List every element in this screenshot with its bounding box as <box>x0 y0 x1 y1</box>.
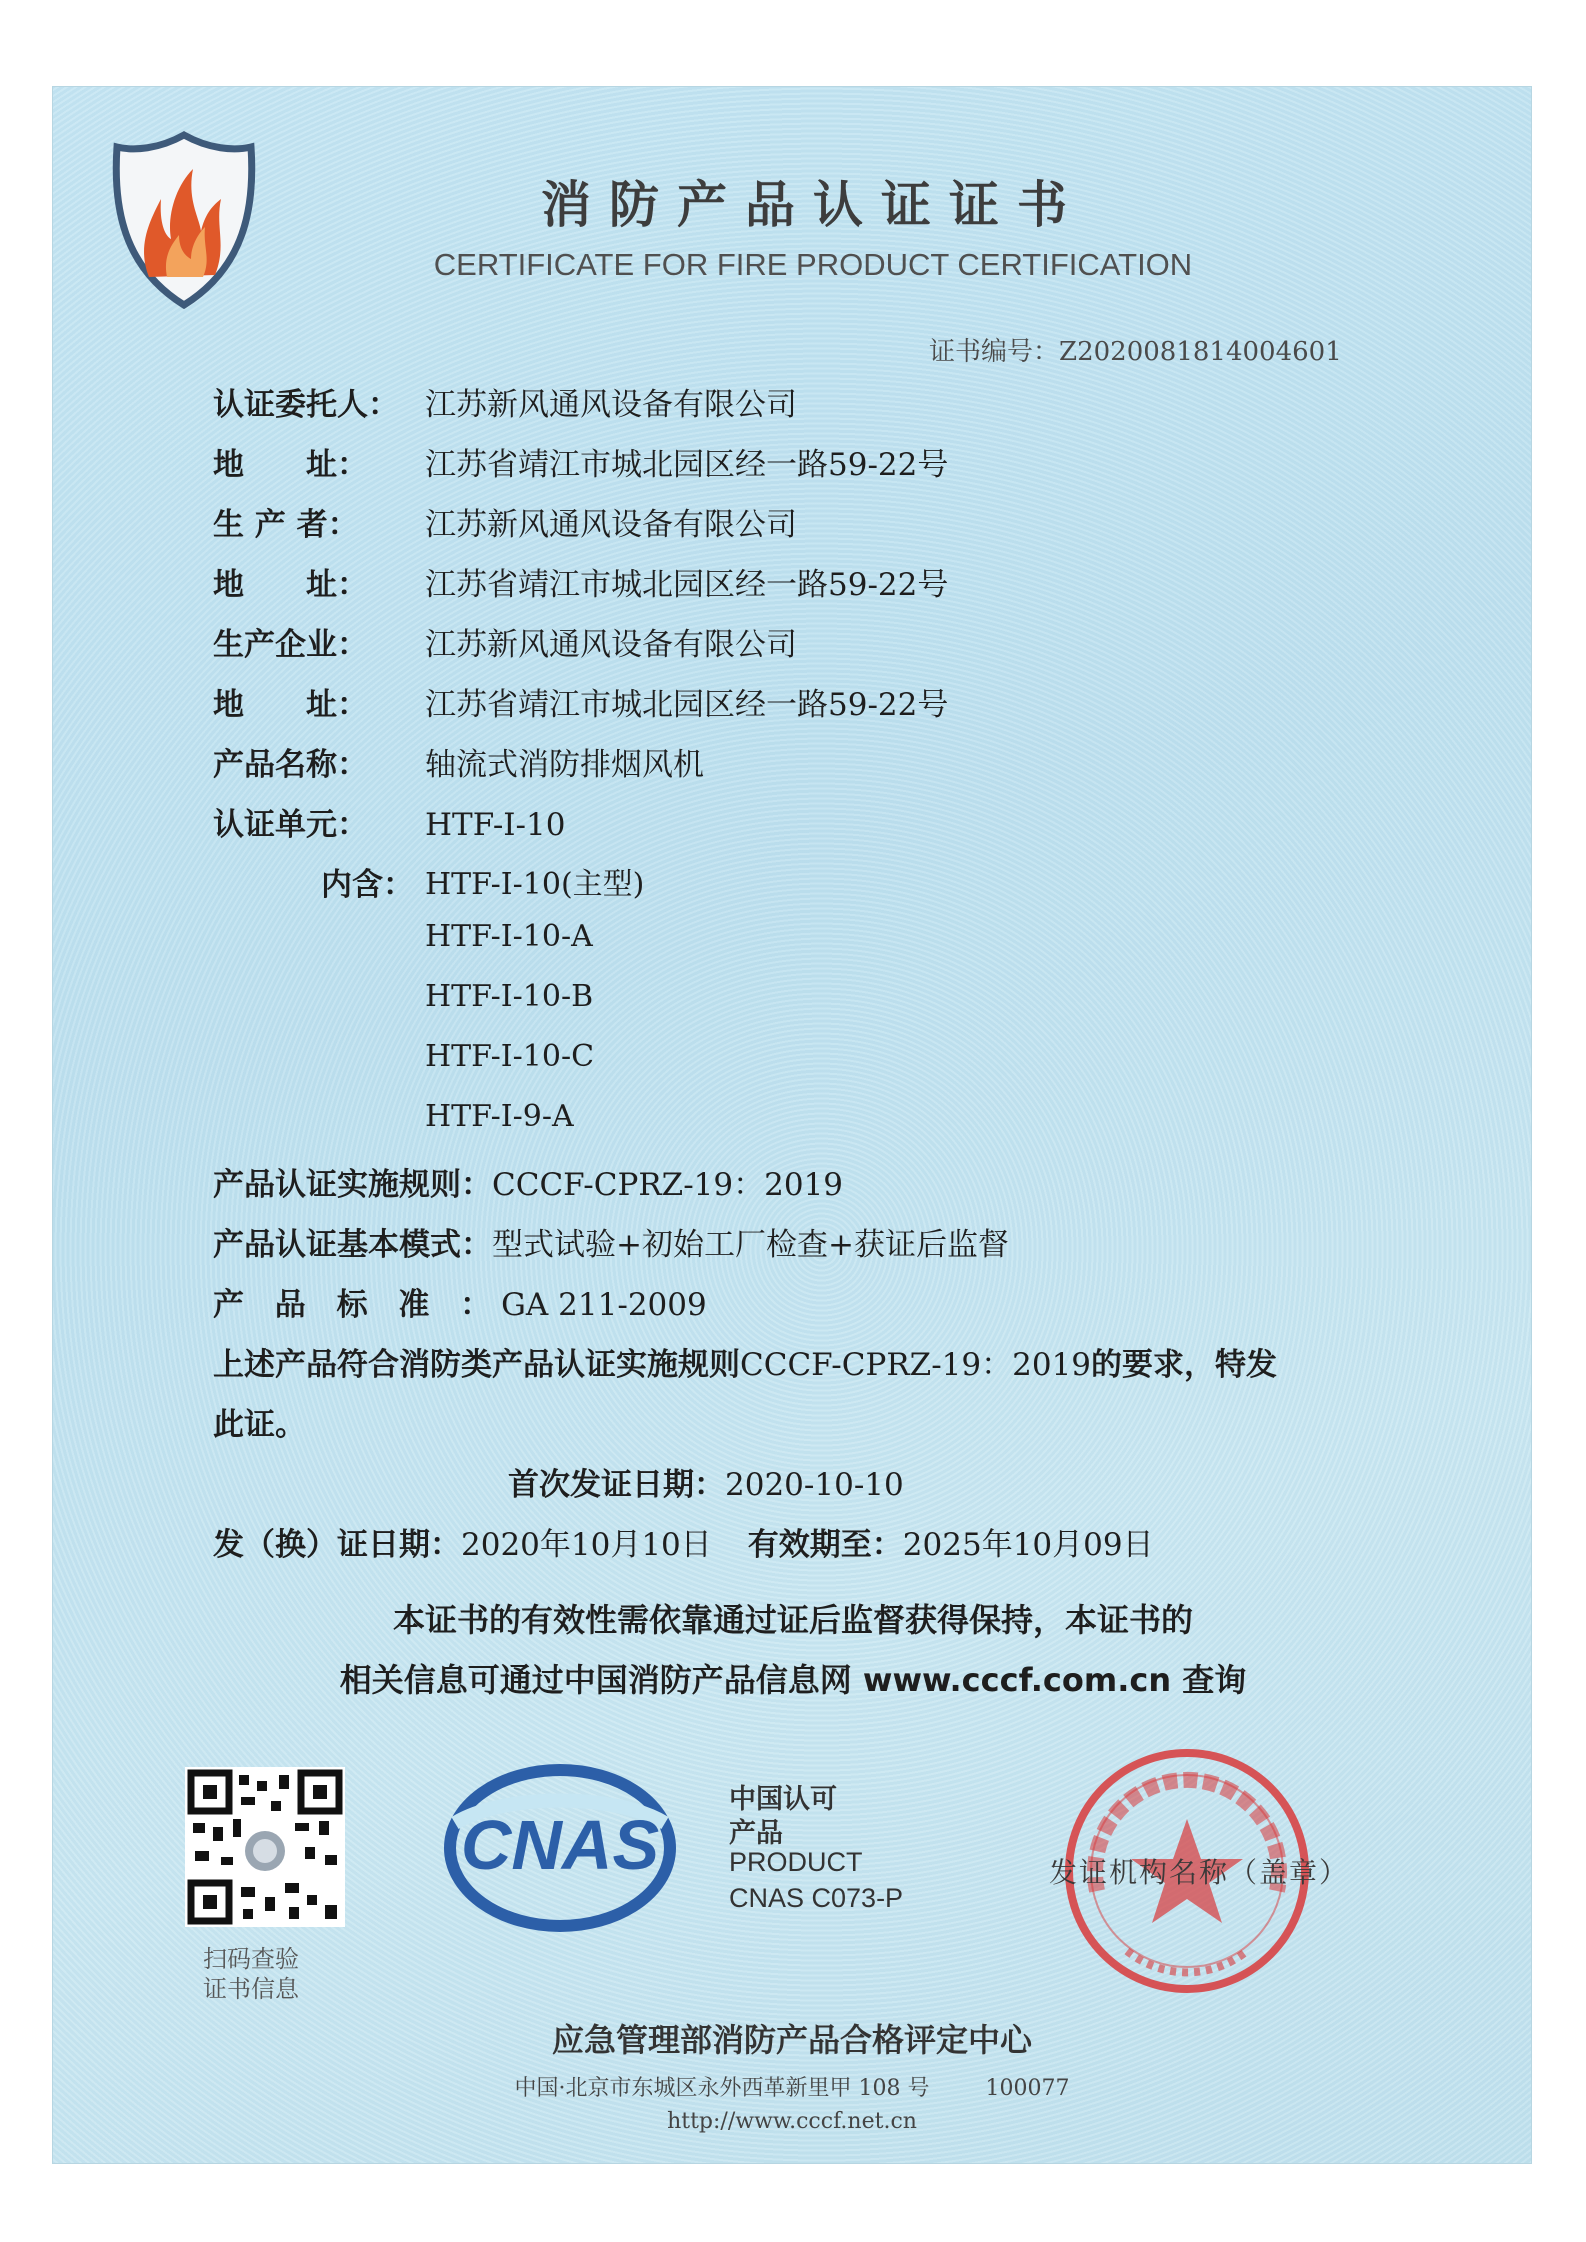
field-label: 生产企业： <box>213 627 368 663</box>
rule-standard <box>213 1279 707 1324</box>
certificate-title: 消防产品认证证书 <box>541 176 1085 234</box>
field-product-name <box>213 739 704 784</box>
field-manufacturer <box>213 499 797 544</box>
cnas-line3: PRODUCT <box>729 1847 863 1877</box>
compliance-statement <box>213 1339 1277 1384</box>
cnas-line4: CNAS C073-P <box>729 1883 904 1913</box>
cnas-logo-icon <box>435 1763 685 1933</box>
notice-line2: 相关信息可通过中国消防产品信息网 www.cccf.com.cn 查询 <box>339 1661 1247 1699</box>
rule-mode <box>213 1219 1009 1264</box>
cert-no-value: Z2020081814004601 <box>1059 337 1342 367</box>
field-value: 江苏新风通风设备有限公司 <box>425 627 797 663</box>
qr-code-icon <box>185 1767 345 1927</box>
cert-no-label: 证书编号： <box>929 337 1060 367</box>
valid-label: 有效期至： <box>747 1527 903 1563</box>
field-value: 轴流式消防排烟风机 <box>425 747 704 783</box>
notice-line1: 本证书的有效性需依靠通过证后监督获得保持，本证书的 <box>392 1601 1193 1639</box>
statement-part1: 上述产品符合消防类产品认证实施规则 <box>213 1347 740 1383</box>
model-item: HTF-Ⅰ-10-A <box>425 919 593 954</box>
field-label: 认证委托人： <box>213 387 399 423</box>
model-item: HTF-Ⅰ-10-C <box>425 1039 595 1074</box>
field-value: 江苏省靖江市城北园区经一路59-22号 <box>425 567 949 603</box>
statement-code: CCCF-CPRZ-19：2019 <box>740 1347 1092 1383</box>
field-manufacturer-address <box>213 559 948 604</box>
field-factory-address <box>213 679 948 724</box>
issue-label: 发（换）证日期： <box>213 1527 461 1563</box>
first-issue-label: 首次发证日期： <box>508 1467 725 1503</box>
statement-part2: 的要求，特发 <box>1091 1347 1278 1383</box>
field-cert-unit <box>213 799 565 844</box>
footer-address-line <box>53 2071 1531 2102</box>
model-item: HTF-Ⅰ-10-B <box>425 979 594 1014</box>
rule-label: 产品认证基本模式： <box>213 1227 492 1263</box>
issue-date <box>213 1519 1154 1564</box>
footer-postcode: 100077 <box>985 2076 1070 2101</box>
certificate-number <box>929 331 1342 368</box>
footer-address: 中国·北京市东城区永外西革新里甲 108 号 <box>514 2076 930 2101</box>
field-value: 江苏新风通风设备有限公司 <box>425 387 797 423</box>
valid-value: 2025年10月09日 <box>902 1527 1154 1563</box>
cnas-line2: 产品 <box>729 1818 783 1849</box>
model-item: HTF-Ⅰ-10(主型) <box>425 867 645 902</box>
field-label: 生 产 者： <box>213 507 359 543</box>
field-value: 江苏省靖江市城北园区经一路59-22号 <box>425 687 949 723</box>
model-item: HTF-Ⅰ-9-A <box>425 1099 574 1134</box>
footer-org: 应急管理部消防产品合格评定中心 <box>551 2021 1032 2059</box>
footer-url[interactable]: http://www.cccf.net.cn <box>667 2109 917 2134</box>
field-applicant-address <box>213 439 948 484</box>
statement-line2: 此证。 <box>213 1407 306 1443</box>
field-label: 地 址： <box>213 567 368 603</box>
certificate-subtitle: CERTIFICATE FOR FIRE PRODUCT CERTIFICATION <box>433 247 1193 282</box>
rule-label: 产 品 标 准 ： <box>213 1287 502 1323</box>
field-label: 认证单元： <box>213 807 368 843</box>
field-value: 江苏新风通风设备有限公司 <box>425 507 797 543</box>
field-value: HTF-Ⅰ-10 <box>425 807 566 843</box>
field-label: 地 址： <box>213 687 368 723</box>
rule-label: 产品认证实施规则： <box>213 1167 492 1203</box>
field-value: 江苏省靖江市城北园区经一路59-22号 <box>425 447 949 483</box>
field-applicant <box>213 379 797 424</box>
field-label: 产品名称： <box>213 747 368 783</box>
certificate <box>52 86 1532 2164</box>
rule-value: CCCF-CPRZ-19：2019 <box>492 1167 844 1203</box>
first-issue-date <box>508 1459 904 1504</box>
rule-value: 型式试验+初始工厂检查+获证后监督 <box>492 1227 1009 1263</box>
cnas-line1: 中国认可 <box>729 1784 837 1815</box>
fire-shield-logo-icon <box>109 127 259 312</box>
qr-caption-line1: 扫码查验 <box>203 1946 299 1973</box>
models-label: 内含： <box>321 867 414 903</box>
cnas-logo-text: CNAS <box>460 1806 660 1884</box>
rule-implementation <box>213 1159 843 1204</box>
field-factory <box>213 619 797 664</box>
field-label: 地 址： <box>213 447 368 483</box>
issue-value: 2020年10月10日 <box>461 1527 712 1563</box>
issuer-seal-label: 发证机构名称（盖章） <box>1049 1856 1350 1889</box>
qr-caption-line2: 证书信息 <box>203 1976 299 2003</box>
first-issue-value: 2020-10-10 <box>725 1467 904 1503</box>
rule-value: GA 211-2009 <box>501 1287 707 1323</box>
